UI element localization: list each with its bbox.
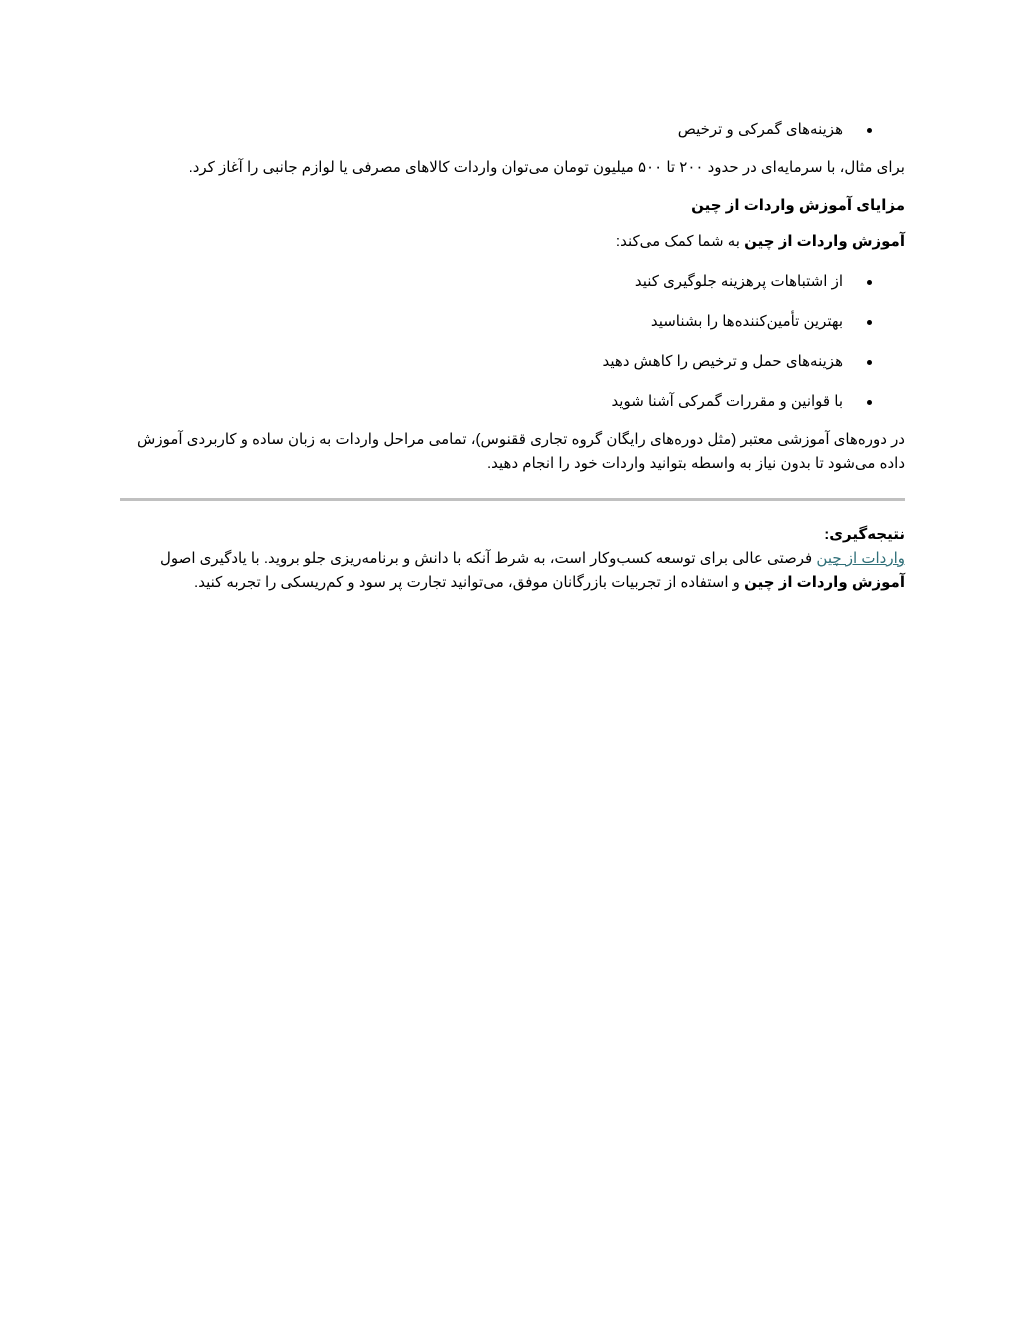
horizontal-divider [120,498,905,501]
conclusion-text-1: فرصتی عالی برای توسعه کسب‌وکار است، به شرط آنکه با دانش و برنامه‌ریزی جلو بروید. با یادگیری اصول [159,550,817,567]
benefits-bullet-list [120,270,905,414]
list-item: بهترین تأمین‌کننده‌ها را بشناسید [120,310,905,334]
list-item: با قوانین و مقررات گمرکی آشنا شوید [120,390,905,414]
conclusion-bold: آموزش واردات از چین [744,574,905,591]
benefits-paragraph: در دوره‌های آموزشی معتبر (مثل دوره‌های رایگان گروه تجاری ققنوس)، تمامی مراحل واردات به زبان ساده و کاربردی آموزش داده می‌شود تا بدون نیاز به واسطه بتوانید واردات خود را انجام دهید. [137,431,905,472]
list-item: هزینه‌های گمرکی و ترخیص [120,118,905,142]
document-page [120,118,905,595]
conclusion-paragraph [120,547,905,595]
list-item: هزینه‌های حمل و ترخیص را کاهش دهید [120,350,905,374]
list-item: از اشتباهات پرهزینه جلوگیری کنید [120,270,905,294]
top-bullet-list [120,118,905,142]
benefits-intro [120,230,905,254]
example-paragraph: برای مثال، با سرمایه‌ای در حدود ۲۰۰ تا ۵۰۰ میلیون تومان می‌توان واردات کالاهای مصرفی یا لوازم جانبی را آغاز کرد. [188,159,905,176]
conclusion-title: نتیجه‌گیری: [824,526,905,543]
benefits-intro-bold: آموزش واردات از چین [744,233,905,250]
benefits-intro-rest: به شما کمک می‌کند: [615,233,745,250]
import-from-china-link[interactable]: واردات از چین [816,550,905,567]
benefits-heading: مزایای آموزش واردات از چین [691,197,905,214]
conclusion-text-2: و استفاده از تجربیات بازرگانان موفق، می‌توانید تجارت پر سود و کم‌ریسکی را تجربه کنید. [194,574,745,591]
